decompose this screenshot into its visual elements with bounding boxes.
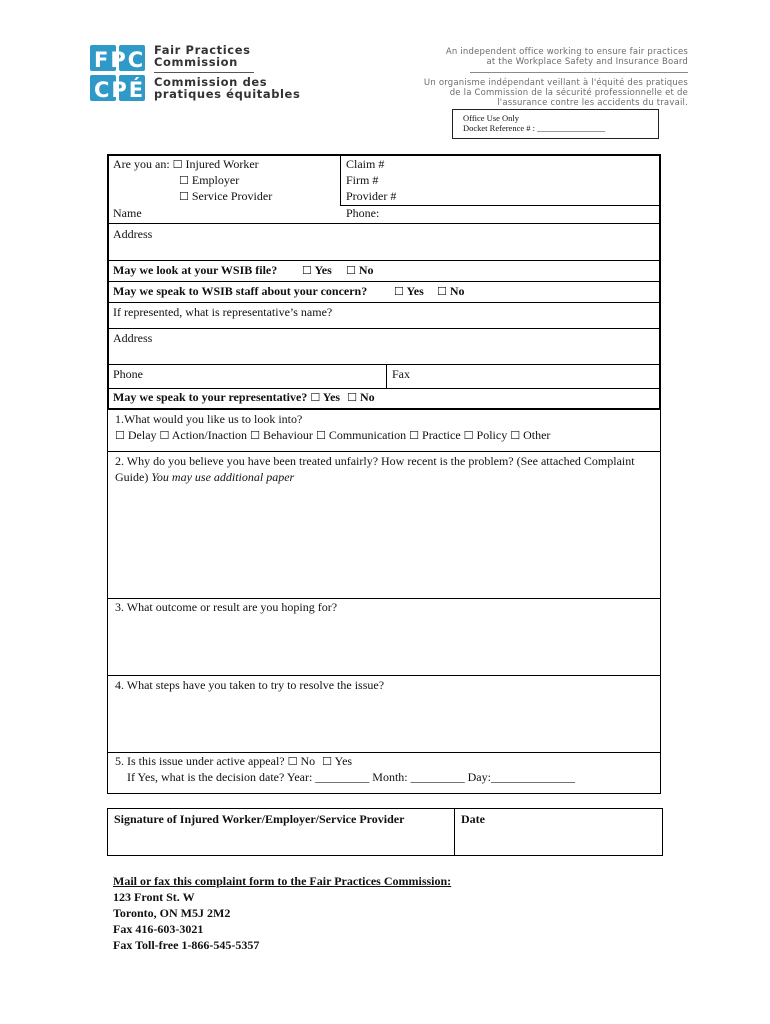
checkbox-action-inaction[interactable]: ☐ — [159, 429, 170, 442]
decision-date-fields[interactable]: If Yes, what is the decision date? Year: _________ Month: _________ Day:______________ — [127, 770, 575, 784]
tagline-english: An independent office working to ensure fair practices at the Workplace Safety and Insurance Board — [445, 47, 688, 67]
checkbox-other[interactable]: ☐ — [510, 429, 521, 442]
wsib-staff-question: May we speak to WSIB staff about your concern? — [113, 284, 368, 298]
mailing-instructions — [113, 873, 451, 953]
question-5-text: 5. Is this issue under active appeal? — [115, 754, 285, 768]
checkbox-employer[interactable]: ☐ — [179, 174, 189, 187]
question-3-text: 3. What outcome or result are you hoping for? — [115, 600, 338, 614]
checkbox-practice[interactable]: ☐ — [409, 429, 420, 442]
checkbox-behaviour[interactable]: ☐ — [250, 429, 260, 442]
column-divider — [340, 156, 341, 205]
name-field-label[interactable]: Name — [113, 206, 142, 220]
checkbox-appeal-yes[interactable]: ☐ — [322, 755, 333, 768]
representative-fax-label[interactable]: Fax — [392, 367, 410, 381]
question-2-note: You may use additional paper — [151, 470, 295, 484]
checkbox-wsib-file-yes[interactable]: ☐ — [302, 264, 312, 277]
question-4-box[interactable] — [107, 675, 661, 753]
are-you-label: Are you an: — [113, 157, 170, 171]
checkbox-wsib-staff-yes[interactable]: ☐ — [394, 285, 404, 298]
option-injured-worker: Injured Worker — [185, 157, 259, 171]
date-label[interactable]: Date — [461, 812, 485, 826]
firm-number-label[interactable]: Firm # — [346, 173, 379, 187]
mailing-street: 123 Front St. W — [113, 890, 195, 904]
wsib-file-question: May we look at your WSIB file? — [113, 263, 278, 277]
option-service-provider: Service Provider — [191, 189, 273, 203]
logo-text-cpe: CPÉ — [94, 78, 146, 102]
fax-number: Fax 416-603-3021 — [113, 922, 204, 936]
checkbox-rep-yes[interactable]: ☐ — [310, 391, 321, 404]
checkbox-service-provider[interactable]: ☐ — [179, 190, 189, 203]
checkbox-delay[interactable]: ☐ — [115, 429, 125, 442]
representative-phone-label[interactable]: Phone — [113, 367, 143, 381]
question-1-text: 1.What would you like us to look into? — [115, 412, 303, 426]
signature-box — [107, 808, 663, 856]
checkbox-rep-no[interactable]: ☐ — [347, 391, 357, 404]
docket-reference-field[interactable]: Docket Reference # : ________________ — [463, 123, 606, 133]
representative-name-label[interactable]: If represented, what is representative’s name? — [113, 305, 333, 319]
question-1-box — [107, 410, 661, 452]
claimant-info-block: Are you an: ☐ Injured Worker ☐ Employer ☐ Service Provider Name Claim # Firm # Provider # Phone: Address May we look at your WSIB file? ☐ Yes ☐ No May we speak to WSIB staff about your concern? ☐ Yes ☐ No If represented, what is representative’s name? Address Phone Fax May we speak to your representative? ☐ Yes ☐ No — [107, 154, 661, 410]
question-1-options: ☐ Delay ☐ Action/Inaction ☐ Behaviour ☐ Communication ☐ Practice ☐ Policy ☐ Other — [115, 428, 551, 442]
organization-name: Fair Practices Commission Commission des pratiques équitables — [154, 43, 301, 101]
question-5-box: 5. Is this issue under active appeal? ☐ No ☐ Yes If Yes, what is the decision date? Year: _________ Month: _________ Day:______________ — [107, 752, 661, 794]
option-employer: Employer — [191, 173, 240, 187]
office-use-box: Office Use Only Docket Reference # : ________________ — [452, 109, 659, 139]
question-4-text: 4. What steps have you taken to try to resolve the issue? — [115, 678, 385, 692]
header-divider — [470, 72, 688, 73]
mailing-heading: Mail or fax this complaint form to the Fair Practices Commission: — [113, 874, 452, 888]
checkbox-communication[interactable]: ☐ — [315, 429, 326, 442]
checkbox-wsib-file-no[interactable]: ☐ — [346, 264, 356, 277]
provider-number-label[interactable]: Provider # — [346, 189, 397, 203]
representative-address-label[interactable]: Address — [113, 331, 153, 345]
checkbox-appeal-no[interactable]: ☐ — [287, 755, 298, 768]
mailing-city: Toronto, ON M5J 2M2 — [113, 906, 231, 920]
claim-number-label[interactable]: Claim # — [346, 157, 385, 171]
checkbox-injured-worker[interactable]: ☐ — [172, 158, 183, 171]
address-field-label[interactable]: Address — [113, 227, 153, 241]
representative-speak-question: May we speak to your representative? — [113, 390, 308, 404]
question-3-box[interactable] — [107, 598, 661, 676]
question-2-box[interactable] — [107, 451, 661, 599]
fpc-logo — [90, 45, 150, 105]
tagline-french: Un organisme indépendant veillant à l'équité des pratiques de la Commission de la sécurité professionnelle et de l'assurance contre les accidents du travail. — [423, 78, 688, 108]
question-2-text: 2. Why do you believe you have been treated unfairly? How recent is the problem? (See attached Complaint Guide) You may use additional paper — [115, 454, 635, 484]
checkbox-wsib-staff-no[interactable]: ☐ — [437, 285, 447, 298]
checkbox-policy[interactable]: ☐ — [463, 429, 474, 442]
signature-label[interactable]: Signature of Injured Worker/Employer/Service Provider — [114, 812, 405, 826]
fax-toll-free: Fax Toll-free 1-866-545-5357 — [113, 938, 260, 952]
phone-field-label[interactable]: Phone: — [346, 206, 380, 220]
logo-text-fpc: FPC — [94, 48, 146, 72]
